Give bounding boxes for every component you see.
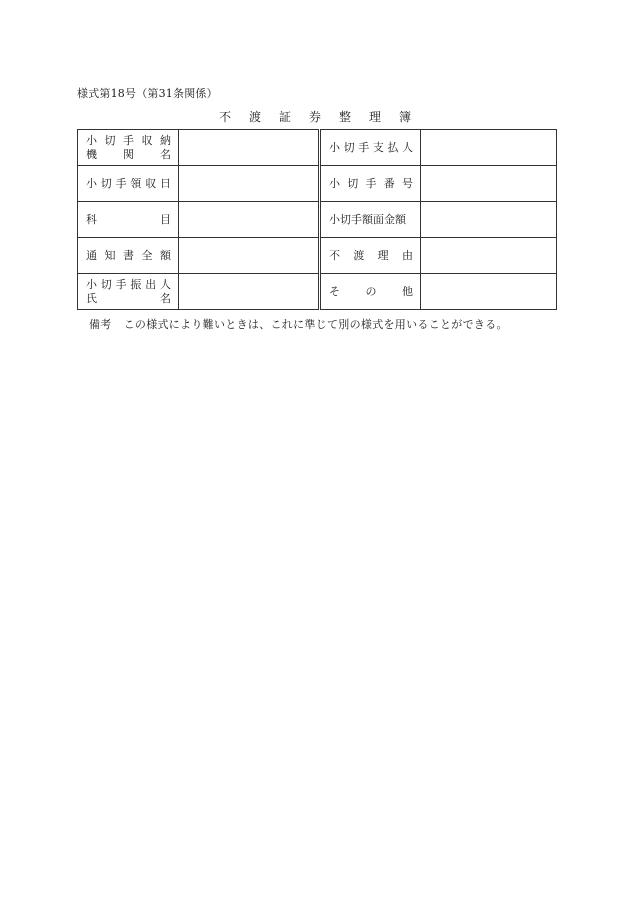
- left-value-cell[interactable]: [179, 166, 320, 202]
- right-value-cell[interactable]: [421, 238, 557, 274]
- right-value-cell[interactable]: [421, 130, 557, 166]
- right-label-line: そ の 他: [329, 284, 413, 298]
- left-label-cell: [78, 202, 179, 238]
- left-label-line: 機 関 名: [86, 147, 171, 161]
- right-value-cell[interactable]: [421, 202, 557, 238]
- form-number: 様式第18号（第31条関係）: [77, 87, 218, 100]
- left-label-cell: [78, 274, 179, 310]
- document-title-text: 不 渡 証 券 整 理 簿: [218, 110, 412, 124]
- remarks-text: この様式により難いときは、これに準じて別の様式を用いることができる。: [123, 318, 508, 331]
- left-label-line: 通 知 書 全 額: [86, 248, 171, 262]
- right-label: [321, 249, 420, 263]
- right-label-cell: [320, 166, 421, 202]
- left-label-cell: [78, 130, 179, 166]
- left-label: [78, 134, 178, 162]
- right-label: [321, 213, 420, 227]
- right-label-cell: [320, 274, 421, 310]
- table-row: [78, 202, 557, 238]
- left-label: [78, 278, 178, 306]
- remarks-label: 備考: [89, 318, 112, 331]
- document-title: [0, 108, 630, 125]
- register-table: [77, 129, 557, 310]
- right-label-line: 小切手額面金額: [329, 212, 406, 226]
- left-label: [78, 177, 178, 191]
- right-label: [321, 285, 420, 299]
- table-row: [78, 274, 557, 310]
- left-label: [78, 213, 178, 227]
- right-label-line: 小 切 手 支 払 人: [329, 140, 413, 154]
- left-value-cell[interactable]: [179, 238, 320, 274]
- left-value-cell[interactable]: [179, 274, 320, 310]
- right-value-cell[interactable]: [421, 274, 557, 310]
- table-row: [78, 166, 557, 202]
- remarks-note: [89, 316, 508, 332]
- right-label: [321, 141, 420, 155]
- left-value-cell[interactable]: [179, 130, 320, 166]
- right-label-line: 不 渡 理 由: [329, 248, 413, 262]
- right-label-cell: [320, 130, 421, 166]
- table-row: [78, 238, 557, 274]
- left-label-cell: [78, 166, 179, 202]
- left-label: [78, 249, 178, 263]
- right-label-cell: [320, 238, 421, 274]
- left-label-line: 科 目: [86, 212, 171, 226]
- left-label-line: 小 切 手 振 出 人: [86, 277, 171, 291]
- left-label-line: 小 切 手 収 納: [86, 133, 171, 147]
- right-label-line: 小 切 手 番 号: [329, 176, 413, 190]
- left-label-cell: [78, 238, 179, 274]
- right-label-cell: [320, 202, 421, 238]
- table-row: [78, 130, 557, 166]
- right-label: [321, 177, 420, 191]
- right-value-cell[interactable]: [421, 166, 557, 202]
- left-label-line: 氏 名: [86, 291, 171, 305]
- left-label-line: 小 切 手 領 収 日: [86, 176, 171, 190]
- left-value-cell[interactable]: [179, 202, 320, 238]
